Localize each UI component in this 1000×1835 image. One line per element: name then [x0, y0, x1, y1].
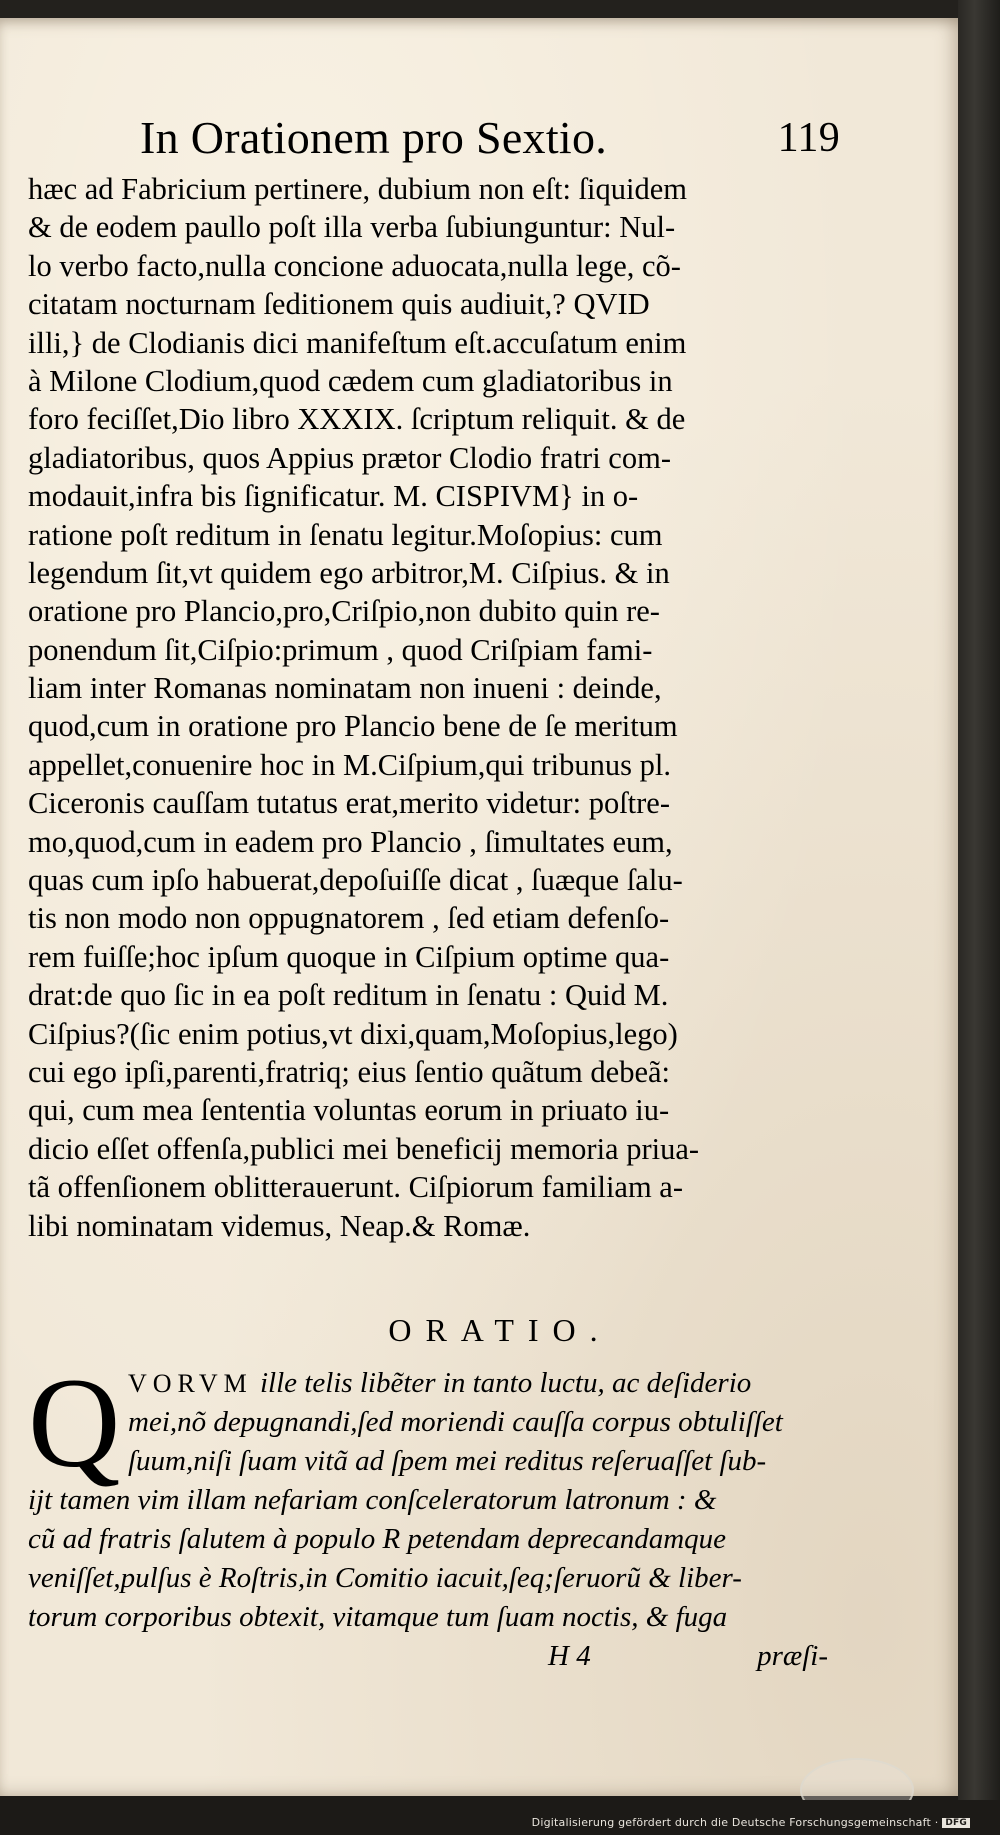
text-line: foro feciſſet,Dio libro XXXIX. ſcriptum reliquit. & de — [28, 402, 686, 437]
text-line: ijt tamen vim illam nefariam conſceleratorum latronum : & — [28, 1484, 717, 1516]
text-line: citatam nocturnam ſeditionem quis audiuit,? QVID — [28, 287, 650, 322]
text-line — [28, 1364, 828, 1403]
first-word: VORVM — [128, 1369, 253, 1398]
text-line: Ciſpius?(ſic enim potius,vt dixi,quam,Moſopius,lego) — [28, 1016, 678, 1051]
page-number: 119 — [777, 115, 840, 161]
text-line: torum corporibus obtexit, vitamque tum ſuam noctis, & fuga — [28, 1601, 728, 1633]
text-line: hæc ad Fabricium pertinere, dubium non eſt: ſiquidem — [28, 172, 687, 206]
drop-cap: Q — [28, 1352, 121, 1494]
text-line: à Milone Clodium,quod cædem cum gladiatoribus in — [28, 363, 673, 398]
text-line: appellet,conuenire hoc in M.Ciſpium,qui tribunus pl. — [28, 747, 671, 782]
text-line: cui ego ipſi,parenti,fratriq; eius ſentio quãtum debeã: — [28, 1054, 670, 1089]
text-line: mei,nõ depugnandi,ſed moriendi cauſſa corpus obtuliſſet — [128, 1406, 783, 1438]
text-line: tã offenſionem oblitterauerunt. Ciſpiorum familiam a- — [28, 1170, 684, 1205]
section-heading: ORATIO. — [388, 1312, 612, 1348]
text-line: gladiatoribus, quos Appius prætor Clodio fratri com- — [28, 440, 671, 475]
catchword: præſi- — [757, 1640, 828, 1672]
text-line: drat:de quo ſic in ea poſt reditum in ſenatu : Quid M. — [28, 978, 669, 1013]
text-line: mo,quod,cum in eadem pro Plancio , ſimultates eum, — [28, 824, 673, 859]
digitization-credit — [532, 1816, 970, 1829]
text-line: cũ ad fratris ſalutem à populo R petendam deprecandamque — [28, 1523, 727, 1555]
text-line: dicio eſſet offenſa,publici mei beneficij memoria priua- — [28, 1131, 700, 1166]
commentary-text — [28, 170, 828, 1245]
oration-text — [28, 1352, 828, 1637]
page-footer-marks — [28, 1636, 828, 1676]
dfg-logo: DFG — [942, 1818, 970, 1828]
text-line: quas cum ipſo habuerat,depoſuiſſe dicat , ſuæque ſalu- — [28, 863, 683, 898]
text-line: ratione poſt reditum in ſenatu legitur.Moſopius: cum — [28, 517, 663, 552]
text-line: veniſſet,pulſus è Roſtris,in Comitio iacuit,ſeq;ſeruorũ & liber- — [28, 1562, 742, 1594]
text-line: rem fuiſſe;hoc ipſum quoque in Ciſpium optime qua- — [28, 939, 670, 974]
book-edge-right — [958, 0, 1000, 1835]
text-line: illi,} de Clodianis dici manifeſtum eſt.accuſatum enim — [28, 325, 687, 360]
text-line: ſuum,niſi ſuam vitã ad ſpem mei reditus reſeruaſſet ſub- — [128, 1445, 767, 1477]
text-line: libi nominatam videmus, Neap.& Romæ. — [28, 1208, 531, 1243]
text-line: & de eodem paullo poſt illa verba ſubiunguntur: Nul- — [28, 210, 676, 245]
text-line: ponendum ſit,Ciſpio:primum , quod Criſpiam fami- — [28, 632, 653, 667]
running-head — [140, 110, 840, 166]
page-title: In Orationem pro Sextio. — [140, 112, 608, 163]
text-line: modauit,infra bis ſignificatur. M. CISPIVM} in o- — [28, 479, 639, 514]
text-line: quod,cum in oratione pro Plancio bene de ſe meritum — [28, 709, 678, 744]
text-line-rest: ille telis libẽter in tanto luctu, ac deſiderio — [259, 1367, 752, 1399]
text-line: lo verbo facto,nulla concione aduocata,nulla lege, cõ- — [28, 248, 681, 283]
text-line: liam inter Romanas nominatam non inueni : deinde, — [28, 671, 662, 706]
signature-mark: H 4 — [548, 1640, 591, 1672]
text-line: legendum ſit,vt quidem ego arbitror,M. Ciſpius. & in — [28, 555, 670, 590]
text-line: qui, cum mea ſententia voluntas eorum in priuato iu- — [28, 1093, 670, 1128]
text-line: tis non modo non oppugnatorem , ſed etiam defenſo- — [28, 901, 670, 936]
credit-text: Digitalisierung gefördert durch die Deutsche Forschungsgemeinschaft · — [531, 1816, 939, 1829]
text-line: Ciceronis cauſſam tutatus erat,merito videtur: poſtre- — [28, 786, 670, 821]
text-line: oratione pro Plancio,pro,Criſpio,non dubito quin re- — [28, 594, 660, 629]
book-page — [0, 18, 968, 1796]
